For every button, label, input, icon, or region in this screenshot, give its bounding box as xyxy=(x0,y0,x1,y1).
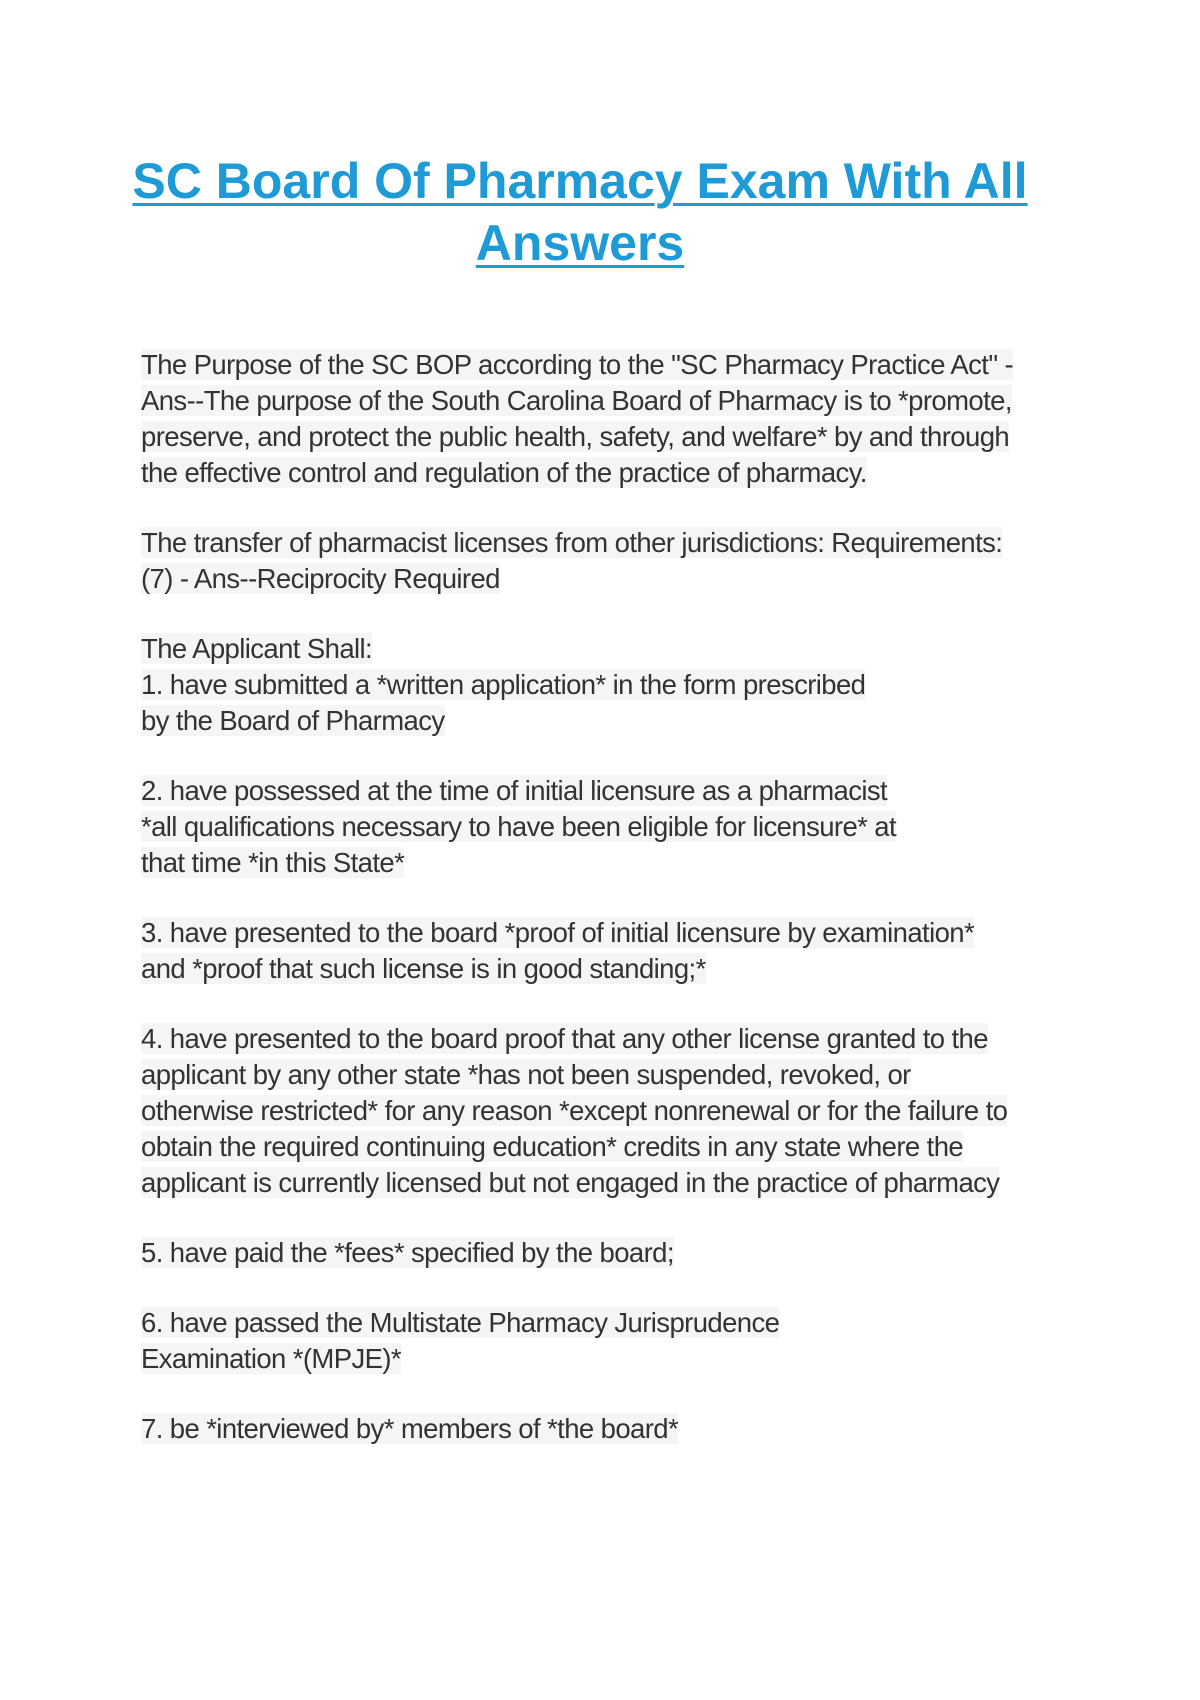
paragraph-applicant-1 xyxy=(141,631,1081,739)
text-line: 6. have passed the Multistate Pharmacy Jurisprudence xyxy=(141,1307,780,1338)
document-body xyxy=(141,347,1081,1481)
paragraph-requirement-2 xyxy=(141,773,1081,881)
text-line: and *proof that such license is in good standing;* xyxy=(141,953,706,984)
text-line: The Applicant Shall: xyxy=(141,633,373,664)
text-line: *all qualifications necessary to have been eligible for licensure* at xyxy=(141,811,897,842)
text-line: obtain the required continuing education* credits in any state where the xyxy=(141,1131,964,1162)
text-line: 4. have presented to the board proof that any other license granted to the xyxy=(141,1023,988,1054)
text-line: 7. be *interviewed by* members of *the board* xyxy=(141,1413,679,1444)
paragraph-requirement-6 xyxy=(141,1305,1081,1377)
text-line: applicant by any other state *has not been suspended, revoked, or xyxy=(141,1059,911,1090)
title-line-1: SC Board Of Pharmacy Exam With All xyxy=(132,153,1028,209)
paragraph-purpose xyxy=(141,347,1081,491)
text-line: 3. have presented to the board *proof of initial licensure by examination* xyxy=(141,917,975,948)
text-line: 2. have possessed at the time of initial licensure as a pharmacist xyxy=(141,775,888,806)
text-line: The transfer of pharmacist licenses from other jurisdictions: Requirements: xyxy=(141,527,1003,558)
paragraph-requirement-4 xyxy=(141,1021,1081,1201)
text-line: that time *in this State* xyxy=(141,847,405,878)
text-line: preserve, and protect the public health, safety, and welfare* by and through xyxy=(141,421,1010,452)
paragraph-requirement-5 xyxy=(141,1235,1081,1271)
text-line: 1. have submitted a *written application* in the form prescribed xyxy=(141,669,866,700)
text-line: The Purpose of the SC BOP according to the "SC Pharmacy Practice Act" - xyxy=(141,349,1014,380)
text-line: applicant is currently licensed but not engaged in the practice of pharmacy xyxy=(141,1167,1000,1198)
document-title xyxy=(120,150,1040,274)
text-line: Examination *(MPJE)* xyxy=(141,1343,402,1374)
text-line: Ans--The purpose of the South Carolina Board of Pharmacy is to *promote, xyxy=(141,385,1012,416)
text-line: by the Board of Pharmacy xyxy=(141,705,445,736)
text-line: the effective control and regulation of the practice of pharmacy. xyxy=(141,457,867,488)
paragraph-transfer xyxy=(141,525,1081,597)
text-line: (7) - Ans--Reciprocity Required xyxy=(141,563,500,594)
paragraph-requirement-3 xyxy=(141,915,1081,987)
text-line: 5. have paid the *fees* specified by the board; xyxy=(141,1237,674,1268)
text-line: otherwise restricted* for any reason *except nonrenewal or for the failure to xyxy=(141,1095,1008,1126)
title-line-2: Answers xyxy=(475,215,685,271)
paragraph-requirement-7 xyxy=(141,1411,1081,1447)
